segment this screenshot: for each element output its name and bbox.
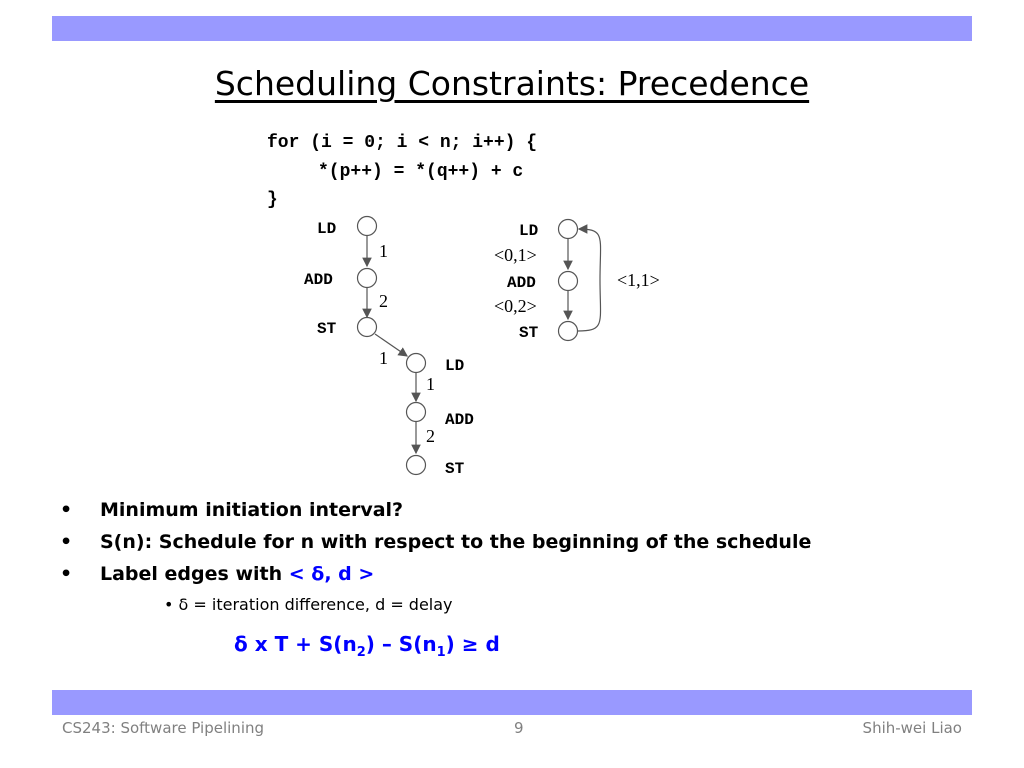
- bottom-decorative-bar: [52, 690, 972, 715]
- node-ld-2: [407, 354, 426, 373]
- formula-part: ) ≥ d: [445, 632, 500, 656]
- node-label: ADD: [507, 274, 536, 292]
- formula-subscript: 1: [436, 645, 446, 660]
- sub-bullet-marker: •: [164, 595, 174, 614]
- edge-label: 1: [379, 241, 388, 261]
- bullet-marker: •: [60, 499, 73, 521]
- back-edge-st-ld: [578, 229, 601, 331]
- footer-course: CS243: Software Pipelining: [62, 719, 265, 737]
- bullet-text: Minimum initiation interval?: [100, 499, 404, 521]
- sub-bullet-text: δ = iteration difference, d = delay: [178, 595, 453, 614]
- slide-title: Scheduling Constraints: Precedence: [214, 64, 810, 103]
- node-ld-right: [559, 220, 578, 239]
- node-label: ST: [317, 320, 337, 338]
- formula-subscript: 2: [356, 645, 366, 660]
- node-add-1: [358, 269, 377, 288]
- node-ld-1: [358, 217, 377, 236]
- node-label: LD: [519, 222, 539, 240]
- node-add-2: [407, 403, 426, 422]
- node-label: ST: [519, 324, 539, 342]
- top-decorative-bar: [52, 16, 972, 41]
- node-st-2: [407, 456, 426, 475]
- edge-label: <0,2>: [494, 296, 537, 316]
- bullet-text-with-highlight: [100, 563, 374, 585]
- bullet-text: S(n): Schedule for n with respect to the beginning of the schedule: [100, 531, 812, 553]
- edge-label: 1: [379, 348, 388, 368]
- node-label: LD: [445, 357, 465, 375]
- sub-bullet: [164, 595, 453, 614]
- node-label: ADD: [445, 411, 474, 429]
- footer-page-number: 9: [514, 719, 524, 737]
- node-label: ADD: [304, 271, 333, 289]
- bullet-marker: •: [60, 563, 73, 585]
- node-st-1: [358, 318, 377, 337]
- dependence-graph: [290, 205, 710, 480]
- code-line-1: for (i = 0; i < n; i++) {: [267, 133, 538, 153]
- precedence-formula: [234, 632, 500, 660]
- formula-part: δ x T + S(n: [234, 632, 357, 656]
- code-line-3: }: [267, 190, 278, 210]
- node-add-right: [559, 272, 578, 291]
- edge-label: <1,1>: [617, 270, 660, 290]
- bullet-marker: •: [60, 531, 73, 553]
- edge-label-notation: < δ, d >: [288, 563, 375, 585]
- code-line-2: *(p++) = *(q++) + c: [318, 162, 524, 182]
- bullet-text: Label edges with: [100, 563, 289, 585]
- formula-part: ) – S(n: [365, 632, 437, 656]
- edge-label: 2: [426, 426, 435, 446]
- footer-author: Shih-wei Liao: [862, 719, 962, 737]
- edge-label: 1: [426, 374, 435, 394]
- node-label: LD: [317, 220, 337, 238]
- edge-label: <0,1>: [494, 245, 537, 265]
- node-label: ST: [445, 460, 465, 478]
- node-st-right: [559, 322, 578, 341]
- edge-label: 2: [379, 291, 388, 311]
